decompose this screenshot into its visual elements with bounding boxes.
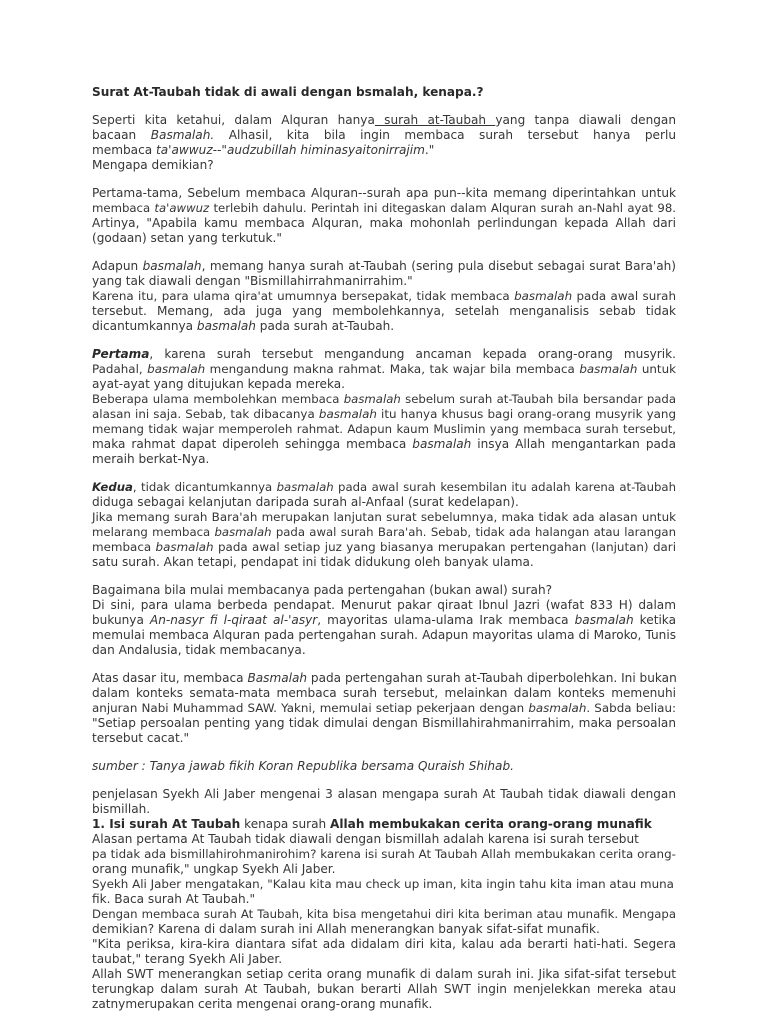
paragraph-line: "Setiap persoalan penting yang tidak dimulai dengan Bismillahirahmanirrahim, maka persoalan xyxy=(92,716,676,730)
paragraph-line: dan Andalusia, tidak membacanya. xyxy=(92,643,306,657)
paragraph-line: yang tak diawali dengan "Bismillahirrahmanirrahim." xyxy=(92,274,413,288)
section-heading-line xyxy=(92,817,676,832)
text: dicantumkannya xyxy=(92,319,197,333)
text: pada surah at-Taubah. xyxy=(255,319,395,333)
italic-term: Basmalah. xyxy=(150,128,215,142)
paragraph-line: memang tidak wajar memperoleh rahmat. Adapun kaum Muslimin yang membaca surah tersebut, xyxy=(92,422,676,436)
text: , tidak dicantumkannya xyxy=(132,480,277,494)
italic-term: Basmalah xyxy=(247,671,308,685)
italic-term: basmalah xyxy=(155,540,214,554)
paragraph-line: meraih berkat-Nya. xyxy=(92,452,210,466)
paragraph-line: satu surah. Akan tetapi, pendapat ini tidak didukung oleh banyak ulama. xyxy=(92,555,534,569)
paragraph-line xyxy=(92,143,676,158)
paragraph-line: dalam konteks semata-mata membaca surah tersebut, melainkan dalam konteks memenuhi xyxy=(92,686,676,700)
paragraph-line: Alasan pertama At Taubah tidak diawali dengan bismillah adalah karena isi surah tersebut xyxy=(92,832,639,846)
paragraph-line: taubat," terang Syekh Ali Jaber. xyxy=(92,952,283,966)
paragraph-line xyxy=(92,613,676,628)
text: , mayoritas ulama-ulama Irak membaca xyxy=(317,613,575,627)
text: melarang membaca xyxy=(92,525,215,539)
text: Padahal, xyxy=(92,362,148,376)
paragraph-line: Pertama-tama, Sebelum membaca Alquran--surah apa pun--kita memang diperintahkan untuk xyxy=(92,186,676,200)
text: mengandung makna rahmat. Maka, tak wajar bila membaca xyxy=(205,362,580,376)
paragraph-line: Allah SWT menerangkan setiap cerita orang munafik di dalam surah ini. Jika sifat-sifat tersebut xyxy=(92,967,676,981)
text: pada awal surah Bara'ah. Sebab, tidak ada halangan atau larangan xyxy=(271,525,676,539)
paragraph-line: Di sini, para ulama berbeda pendapat. Menurut pakar qiraat Ibnul Jazri (wafat 833 H) dalam xyxy=(92,598,676,612)
italic-term: basmalah xyxy=(412,437,472,451)
surah-at-taubah-link[interactable]: surah at-Taubah xyxy=(374,113,496,127)
section-heading-1: 1. Isi surah At Taubah xyxy=(92,817,241,831)
paragraph-line: bismillah. xyxy=(92,802,151,816)
text: untuk xyxy=(637,362,677,376)
text: Atas dasar itu, membaca xyxy=(92,671,248,685)
paragraph-line xyxy=(92,113,676,128)
paragraph-line: "Kita periksa, kira-kira diantara sifat ada didalam diri kita, kalau ada berarti hati-hati. Segera xyxy=(92,937,676,951)
section-label-pertama: Pertama xyxy=(92,347,150,361)
text: pada awal surah kesembilan itu adalah karena at-Taubah xyxy=(333,480,676,494)
text: kenapa surah xyxy=(240,817,331,831)
paragraph-line xyxy=(92,437,676,452)
source-citation: sumber : Tanya jawab fikih Koran Republika bersama Quraish Shihab. xyxy=(92,759,514,773)
italic-term: basmalah xyxy=(142,259,202,273)
paragraph-line xyxy=(92,347,676,362)
paragraph-line: terungkap dalam surah At Taubah, bukan berarti Allah SWT ingin menjelekkan mereka atau xyxy=(92,982,676,996)
text: insya Allah mengantarkan pada xyxy=(471,437,676,451)
paragraph-line: zatnymerupakan cerita mengenai orang-orang munafik. xyxy=(92,997,433,1011)
paragraph-line xyxy=(92,319,676,334)
text: terlebih dahulu. Perintah ini ditegaskan dalam Alquran surah an-Nahl ayat 98. xyxy=(209,201,676,215)
text: pada awal setiap juz yang biasanya merupakan pertengahan (lanjutan) dari xyxy=(213,540,677,554)
text: bacaan xyxy=(92,128,151,142)
paragraph-line xyxy=(92,289,676,304)
italic-term: basmalah xyxy=(276,480,334,494)
italic-term: basmalah xyxy=(514,289,573,303)
italic-term: basmalah xyxy=(147,362,206,376)
paragraph-line: tersebut cacat." xyxy=(92,731,190,745)
italic-book-title: An-nasyr fi l-qiraat al-'asyr xyxy=(149,613,318,627)
paragraph-line: fik. Baca surah At Taubah." xyxy=(92,892,256,906)
paragraph-line xyxy=(92,128,676,143)
paragraph-line: tersebut. Memang, ada juga yang membolehkannya, setelah menganalisis sebab tidak xyxy=(92,304,676,318)
paragraph-line: pa tidak ada bismillahirohmanirohim? karena isi surah At Taubah Allah membukakan cerita orang- xyxy=(92,847,676,861)
paragraph-line xyxy=(92,540,676,555)
paragraph-line: orang munafik," ungkap Syekh Ali Jaber. xyxy=(92,862,336,876)
text: Karena itu, para ulama qira'at umumnya bersepakat, tidak membaca xyxy=(92,289,515,303)
text: Adapun xyxy=(92,259,143,273)
text: ketika xyxy=(633,613,676,627)
paragraph-line: Bagaimana bila mulai membacanya pada pertengahan (bukan awal) surah? xyxy=(92,583,553,597)
italic-term: ta'awwuz--"audzubillah himinasyaitonirrajim xyxy=(156,143,425,157)
paragraph-line: demikian? Karena di dalam surah ini Allah menerangkan banyak sifat-sifat munafik. xyxy=(92,922,600,936)
paragraph-line xyxy=(92,671,676,686)
paragraph-line: diduga sebagai kelanjutan daripada surah al-Anfaal (surat kedelapan). xyxy=(92,495,519,509)
paragraph-line xyxy=(92,407,676,422)
paragraph-line: Artinya, "Apabila kamu membaca Alquran, maka mohonlah perlindungan kepada Allah dari xyxy=(92,216,676,230)
paragraph-line: memulai membaca Alquran pada pertengahan surah. Adapun mayoritas ulama di Maroko, Tunis xyxy=(92,628,676,642)
paragraph-line xyxy=(92,701,676,716)
text: sebelum surah at-Taubah bila bersandar pada xyxy=(400,392,677,406)
text: , karena surah tersebut mengandung ancaman kepada orang-orang musyrik. xyxy=(149,347,676,361)
document-title: Surat At-Taubah tidak di awali dengan bsmalah, kenapa.? xyxy=(92,85,484,99)
italic-term: basmalah xyxy=(528,701,587,715)
paragraph-line: (godaan) setan yang terkutuk." xyxy=(92,231,282,245)
paragraph-line: Jika memang surah Bara'ah merupakan lanjutan surat sebelumnya, maka tidak ada alasan untuk xyxy=(92,510,676,524)
text: bukunya xyxy=(92,613,150,627)
text: Seperti kita ketahui, dalam Alquran hanya xyxy=(92,113,375,127)
text: membaca xyxy=(92,540,156,554)
text: pada awal surah xyxy=(572,289,676,303)
section-label-kedua: Kedua xyxy=(92,480,133,494)
text: membaca xyxy=(92,143,156,157)
paragraph-line: Mengapa demikian? xyxy=(92,158,214,172)
paragraph-line xyxy=(92,525,676,540)
paragraph-line xyxy=(92,480,676,495)
italic-term: ta'awwuz xyxy=(154,201,210,215)
paragraph-line xyxy=(92,259,676,274)
paragraph-line: Dengan membaca surah At Taubah, kita bisa mengetahui diri kita beriman atau munafik. Mengapa xyxy=(92,907,676,921)
italic-term: basmalah xyxy=(214,525,272,539)
italic-term: basmalah xyxy=(574,613,634,627)
text: . Sabda beliau: xyxy=(586,701,676,715)
section-heading-1-sub: Allah membukakan cerita orang-orang munafik xyxy=(330,817,652,831)
italic-term: basmalah xyxy=(579,362,638,376)
paragraph-line: penjelasan Syekh Ali Jaber mengenai 3 alasan mengapa surah At Taubah tidak diawali dengan xyxy=(92,787,676,801)
text: ." xyxy=(424,143,435,157)
text: yang tanpa diawali dengan xyxy=(495,113,677,127)
paragraph-line: Syekh Ali Jaber mengatakan, "Kalau kita mau check up iman, kita ingin tahu kita iman atau muna xyxy=(92,877,674,891)
text: Alhasil, kita bila ingin membaca surah tersebut hanya perlu xyxy=(214,128,676,142)
italic-term: basmalah xyxy=(318,407,377,421)
italic-term: basmalah xyxy=(196,319,256,333)
paragraph-line: ayat-ayat yang ditujukan kepada mereka. xyxy=(92,377,346,391)
text: anjuran Nabi Muhammad SAW. Yakni, memulai setiap pekerjaan dengan xyxy=(92,701,529,715)
text: maka rahmat dapat diperoleh sehingga membaca xyxy=(92,437,413,451)
text: itu hanya khusus bagi orang-orang musyrik yang xyxy=(376,407,676,421)
italic-term: basmalah xyxy=(343,392,401,406)
text: Beberapa ulama membolehkan membaca xyxy=(92,392,344,406)
text: alasan ini saja. Sebab, tak dibacanya xyxy=(92,407,319,421)
text: pada pertengahan surah at-Taubah diperbolehkan. Ini bukan xyxy=(307,671,677,685)
paragraph-line xyxy=(92,392,676,407)
paragraph-line xyxy=(92,362,676,377)
paragraph-line xyxy=(92,201,676,216)
text: membaca xyxy=(92,201,155,215)
text: , memang hanya surah at-Taubah (sering pula disebut sebagai surat Bara'ah) xyxy=(201,259,677,273)
